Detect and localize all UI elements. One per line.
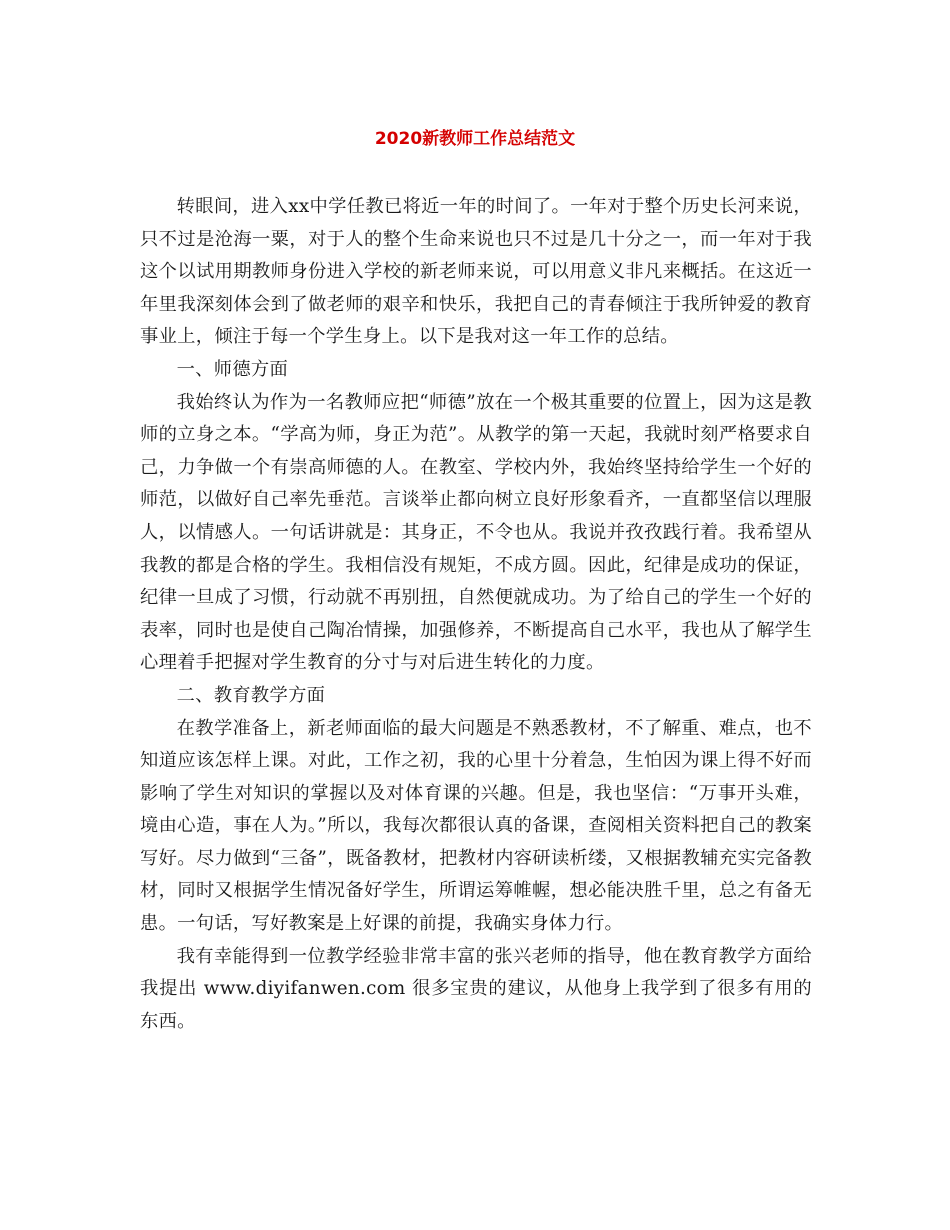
document-body [140,191,812,1038]
paragraph-ethics: 我始终认为作为一名教师应把“师德”放在一个极其重要的位置上，因为这是教师的立身之本。“学高为师，身正为范”。从教学的第一天起，我就时刻严格要求自己，力争做一个有崇高师德的人。在教室、学校内外，我始终坚持给学生一个好的师范，以做好自己率先垂范。言谈举止都向树立良好形象看齐，一直都坚信以理服人，以情感人。一句话讲就是：其身正，不令也从。我说并孜孜践行着。我希望从我教的都是合格的学生。我相信没有规矩，不成方圆。因此，纪律是成功的保证，纪律一旦成了习惯，行动就不再别扭，自然便就成功。为了给自己的学生一个好的表率，同时也是使自己陶冶情操，加强修养，不断提高自己水平，我也从了解学生心理着手把握对学生教育的分寸与对后进生转化的力度。 [140,391,812,674]
section-heading-ethics: 一、师德方面 [176,358,289,380]
paragraph-intro: 转眼间，进入xx中学任教已将近一年的时间了。一年对于整个历史长河来说，只不过是沧海一粟，对于人的整个生命来说也只不过是几十分之一，而一年对于我这个以试用期教师身份进入学校的新老师来说，可以用意义非凡来概括。在这近一年里我深刻体会到了做老师的艰辛和快乐，我把自己的青春倾注于我所钟爱的教育事业上，倾注于每一个学生身上。以下是我对这一年工作的总结。 [140,196,812,348]
document-title: 2020新教师工作总结范文 [374,129,576,149]
paragraph-mentor: 我有幸能得到一位教学经验非常丰富的张兴老师的指导，他在教育教学方面给我提出 www.diyifanwen.com 很多宝贵的建议，从他身上我学到了很多有用的东西。 [140,945,812,1032]
section-heading-teaching: 二、教育教学方面 [176,684,326,706]
paragraph-teaching-prep: 在教学准备上，新老师面临的最大问题是不熟悉教材，不了解重、难点，也不知道应该怎样上课。对此，工作之初，我的心里十分着急，生怕因为课上得不好而影响了学生对知识的掌握以及对体育课的兴趣。但是，我也坚信：“万事开头难，境由心造，事在人为。”所以，我每次都很认真的备课，查阅相关资料把自己的教案写好。尽力做到“三备”，既备教材，把教材内容研读析缕，又根据教辅充实完备教材，同时又根据学生情况备好学生，所谓运筹帷幄，想必能决胜千里，总之有备无患。一句话，写好教案是上好课的前提，我确实身体力行。 [140,717,812,935]
